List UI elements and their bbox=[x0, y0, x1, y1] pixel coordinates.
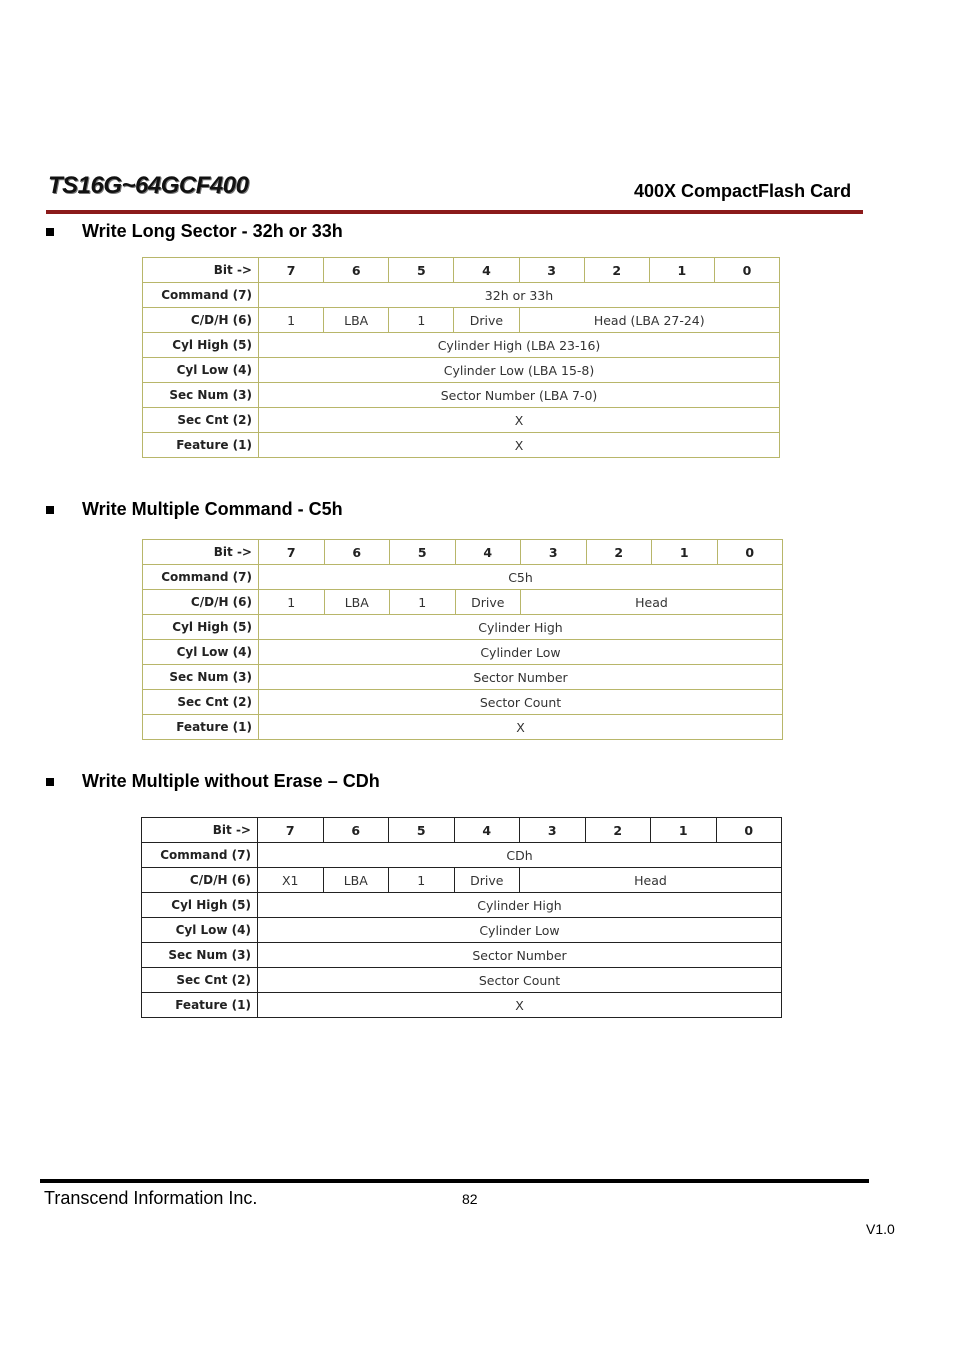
footer-company: Transcend Information Inc. bbox=[44, 1188, 258, 1208]
cdh-bit7: 1 bbox=[259, 590, 325, 615]
cdh-bit5: 1 bbox=[389, 868, 455, 893]
row-label: Cyl Low (4) bbox=[143, 358, 259, 383]
row-label: Sec Num (3) bbox=[142, 943, 258, 968]
bit-cell: 1 bbox=[651, 818, 717, 843]
cyl-high-value: Cylinder High bbox=[258, 893, 782, 918]
command-value: CDh bbox=[258, 843, 782, 868]
feature-value: X bbox=[259, 433, 780, 458]
square-bullet-icon bbox=[46, 506, 54, 514]
table-row-sec-cnt bbox=[143, 690, 783, 715]
bit-cell: 4 bbox=[454, 258, 519, 283]
command-value: C5h bbox=[259, 565, 783, 590]
section-heading-write-multiple-without-erase bbox=[46, 771, 380, 792]
bit-cell: 7 bbox=[259, 540, 325, 565]
document-title: TS16G~64GCF400 bbox=[48, 172, 249, 199]
sec-cnt-value: X bbox=[259, 408, 780, 433]
table-row-command bbox=[142, 843, 782, 868]
bit-cell: 6 bbox=[324, 258, 389, 283]
row-label: Command (7) bbox=[143, 565, 259, 590]
row-label: Bit -> bbox=[143, 258, 259, 283]
row-label: Cyl Low (4) bbox=[142, 918, 258, 943]
page-number: 82 bbox=[462, 1191, 478, 1207]
row-label: Cyl High (5) bbox=[143, 615, 259, 640]
table-row-bits bbox=[143, 540, 783, 565]
cdh-head: Head bbox=[520, 868, 782, 893]
bit-cell: 6 bbox=[323, 818, 389, 843]
product-name: 400X CompactFlash Card bbox=[634, 181, 852, 201]
table-row-cdh bbox=[143, 308, 780, 333]
cdh-bit7: X1 bbox=[258, 868, 324, 893]
row-label: Sec Num (3) bbox=[143, 383, 259, 408]
row-label: Sec Cnt (2) bbox=[143, 690, 259, 715]
row-label: Cyl High (5) bbox=[143, 333, 259, 358]
table-row-feature bbox=[143, 715, 783, 740]
bit-cell: 2 bbox=[585, 818, 651, 843]
cyl-low-value: Cylinder Low bbox=[258, 918, 782, 943]
document-version: V1.0 bbox=[866, 1221, 895, 1237]
cyl-low-value: Cylinder Low bbox=[259, 640, 783, 665]
table-row-sec-cnt bbox=[143, 408, 780, 433]
row-label: Bit -> bbox=[143, 540, 259, 565]
cdh-head: Head (LBA 27-24) bbox=[519, 308, 780, 333]
register-table-write-multiple-without-erase bbox=[141, 817, 782, 1018]
square-bullet-icon bbox=[46, 228, 54, 236]
section-heading-text: Write Long Sector - 32h or 33h bbox=[82, 221, 343, 241]
bit-cell: 5 bbox=[390, 540, 456, 565]
table-row-sec-num bbox=[143, 383, 780, 408]
feature-value: X bbox=[258, 993, 782, 1018]
header-divider bbox=[46, 210, 863, 214]
cdh-bit7: 1 bbox=[259, 308, 324, 333]
bit-cell: 7 bbox=[259, 258, 324, 283]
row-label: Command (7) bbox=[143, 283, 259, 308]
table-row-sec-cnt bbox=[142, 968, 782, 993]
table-row-bits bbox=[142, 818, 782, 843]
bit-cell: 3 bbox=[521, 540, 587, 565]
bit-cell: 4 bbox=[455, 540, 521, 565]
row-label: C/D/H (6) bbox=[143, 590, 259, 615]
table-row-feature bbox=[143, 433, 780, 458]
sec-num-value: Sector Number bbox=[259, 665, 783, 690]
sec-cnt-value: Sector Count bbox=[258, 968, 782, 993]
section-heading-text: Write Multiple without Erase – CDh bbox=[82, 771, 380, 791]
command-value: 32h or 33h bbox=[259, 283, 780, 308]
table-row-bits bbox=[143, 258, 780, 283]
table-row-cyl-low bbox=[142, 918, 782, 943]
cdh-bit5: 1 bbox=[389, 308, 454, 333]
table-row-sec-num bbox=[143, 665, 783, 690]
cdh-bit4: Drive bbox=[454, 308, 519, 333]
cdh-bit4: Drive bbox=[454, 868, 520, 893]
cdh-bit6: LBA bbox=[324, 308, 389, 333]
row-label: Sec Cnt (2) bbox=[143, 408, 259, 433]
row-label: C/D/H (6) bbox=[143, 308, 259, 333]
bit-cell: 3 bbox=[519, 258, 584, 283]
table-row-cyl-low bbox=[143, 640, 783, 665]
table-row-command bbox=[143, 565, 783, 590]
cdh-head: Head bbox=[521, 590, 783, 615]
section-heading-write-multiple bbox=[46, 499, 343, 520]
row-label: Feature (1) bbox=[143, 715, 259, 740]
row-label: Cyl High (5) bbox=[142, 893, 258, 918]
bit-cell: 2 bbox=[584, 258, 649, 283]
bit-cell: 6 bbox=[324, 540, 390, 565]
square-bullet-icon bbox=[46, 778, 54, 786]
row-label: Cyl Low (4) bbox=[143, 640, 259, 665]
bit-cell: 0 bbox=[717, 540, 783, 565]
row-label: C/D/H (6) bbox=[142, 868, 258, 893]
register-table-write-multiple bbox=[142, 539, 783, 740]
table-row-feature bbox=[142, 993, 782, 1018]
row-label: Sec Cnt (2) bbox=[142, 968, 258, 993]
sec-cnt-value: Sector Count bbox=[259, 690, 783, 715]
row-label: Feature (1) bbox=[143, 433, 259, 458]
cdh-bit6: LBA bbox=[323, 868, 389, 893]
table-row-cyl-high bbox=[143, 333, 780, 358]
cdh-bit4: Drive bbox=[455, 590, 521, 615]
cyl-high-value: Cylinder High (LBA 23-16) bbox=[259, 333, 780, 358]
bit-cell: 5 bbox=[389, 258, 454, 283]
table-row-cdh bbox=[142, 868, 782, 893]
footer-divider bbox=[40, 1179, 869, 1183]
table-row-cyl-high bbox=[142, 893, 782, 918]
bit-cell: 1 bbox=[649, 258, 714, 283]
cyl-low-value: Cylinder Low (LBA 15-8) bbox=[259, 358, 780, 383]
table-row-command bbox=[143, 283, 780, 308]
bit-cell: 1 bbox=[652, 540, 718, 565]
section-heading-text: Write Multiple Command - C5h bbox=[82, 499, 343, 519]
bit-cell: 4 bbox=[454, 818, 520, 843]
cdh-bit5: 1 bbox=[390, 590, 456, 615]
register-table-write-long-sector bbox=[142, 257, 780, 458]
table-row-sec-num bbox=[142, 943, 782, 968]
sec-num-value: Sector Number bbox=[258, 943, 782, 968]
row-label: Command (7) bbox=[142, 843, 258, 868]
row-label: Bit -> bbox=[142, 818, 258, 843]
sec-num-value: Sector Number (LBA 7-0) bbox=[259, 383, 780, 408]
section-heading-write-long-sector bbox=[46, 221, 343, 242]
bit-cell: 7 bbox=[258, 818, 324, 843]
bit-cell: 5 bbox=[389, 818, 455, 843]
feature-value: X bbox=[259, 715, 783, 740]
table-row-cdh bbox=[143, 590, 783, 615]
bit-cell: 3 bbox=[520, 818, 586, 843]
row-label: Feature (1) bbox=[142, 993, 258, 1018]
cdh-bit6: LBA bbox=[324, 590, 390, 615]
table-row-cyl-high bbox=[143, 615, 783, 640]
cyl-high-value: Cylinder High bbox=[259, 615, 783, 640]
table-row-cyl-low bbox=[143, 358, 780, 383]
bit-cell: 2 bbox=[586, 540, 652, 565]
bit-cell: 0 bbox=[714, 258, 779, 283]
bit-cell: 0 bbox=[716, 818, 782, 843]
row-label: Sec Num (3) bbox=[143, 665, 259, 690]
